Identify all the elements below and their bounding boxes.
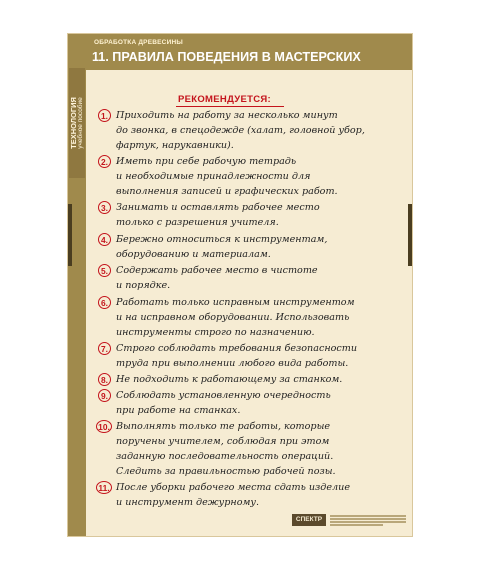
side-label-sub: учебное пособие bbox=[77, 97, 84, 149]
rule-number: 2. bbox=[98, 155, 111, 168]
rule-line: Строго соблюдать требования безопасности bbox=[116, 343, 358, 354]
rule-line: выполнения записей и графических работ. bbox=[116, 186, 338, 197]
side-label-main: ТЕХНОЛОГИЯ bbox=[69, 97, 78, 149]
heading-underline bbox=[176, 106, 284, 107]
rule-number: 9. bbox=[98, 389, 111, 402]
side-label bbox=[69, 68, 85, 178]
edge-mark-left bbox=[68, 204, 72, 266]
poster bbox=[68, 34, 412, 536]
rule-number: 7. bbox=[98, 342, 111, 355]
rule-line: фартук, нарукавники). bbox=[116, 140, 234, 151]
rule-line: Выполнять только те работы, которые bbox=[116, 421, 331, 432]
rule-line: Занимать и оставлять рабочее место bbox=[116, 202, 320, 213]
rule-line: Содержать рабочее место в чистоте bbox=[116, 265, 318, 276]
rule-line: и инструмент дежурному. bbox=[116, 497, 260, 508]
category-label: ОБРАБОТКА ДРЕВЕСИНЫ bbox=[94, 39, 183, 46]
rule-number: 6. bbox=[98, 296, 111, 309]
rule-line: Работать только исправным инструментом bbox=[116, 297, 355, 308]
rule-line: только с разрешения учителя. bbox=[116, 217, 279, 228]
rule-number: 4. bbox=[98, 233, 111, 246]
rule-line: оборудованию и материалам. bbox=[116, 249, 271, 260]
page-title: 11. ПРАВИЛА ПОВЕДЕНИЯ В МАСТЕРСКИХ bbox=[92, 50, 361, 64]
rule-number: 5. bbox=[98, 264, 111, 277]
rule-line: при работе на станках. bbox=[116, 405, 241, 416]
edge-mark-right bbox=[408, 204, 412, 266]
fine-print bbox=[330, 514, 406, 528]
side-strip bbox=[68, 34, 86, 536]
rule-line: Иметь при себе рабочую тетрадь bbox=[116, 156, 297, 167]
rule-line: После уборки рабочего места сдать изделие bbox=[116, 482, 351, 493]
rule-line: Следить за правильностью рабочей позы. bbox=[116, 466, 336, 477]
rule-line: и необходимые принадлежности для bbox=[116, 171, 311, 182]
rule-line: до звонка, в спецодежде (халат, головной убор, bbox=[116, 125, 365, 136]
rule-number: 10. bbox=[96, 420, 112, 433]
rule-line: инструменты строго по назначению. bbox=[116, 327, 315, 338]
poster-header bbox=[86, 34, 412, 70]
rule-line: Приходить на работу за несколько минут bbox=[116, 110, 338, 121]
rule-number: 8. bbox=[98, 373, 111, 386]
publisher-logo: СПЕКТР bbox=[292, 514, 326, 526]
rule-number: 1. bbox=[98, 109, 111, 122]
rule-number: 11. bbox=[96, 481, 112, 494]
rule-line: Бережно относиться к инструментам, bbox=[116, 234, 328, 245]
rule-line: заданную последовательность операций. bbox=[116, 451, 334, 462]
rule-line: труда при выполнении любого вида работы. bbox=[116, 358, 349, 369]
rule-line: Не подходить к работающему за станком. bbox=[116, 374, 343, 385]
rule-line: поручены учителем, соблюдая при этом bbox=[116, 436, 330, 447]
rule-number: 3. bbox=[98, 201, 111, 214]
rule-line: и порядке. bbox=[116, 280, 171, 291]
rule-line: Соблюдать установленную очередность bbox=[116, 390, 331, 401]
recommend-heading: РЕКОМЕНДУЕТСЯ: bbox=[178, 94, 271, 105]
rule-line: и на исправном оборудовании. Использовать bbox=[116, 312, 350, 323]
